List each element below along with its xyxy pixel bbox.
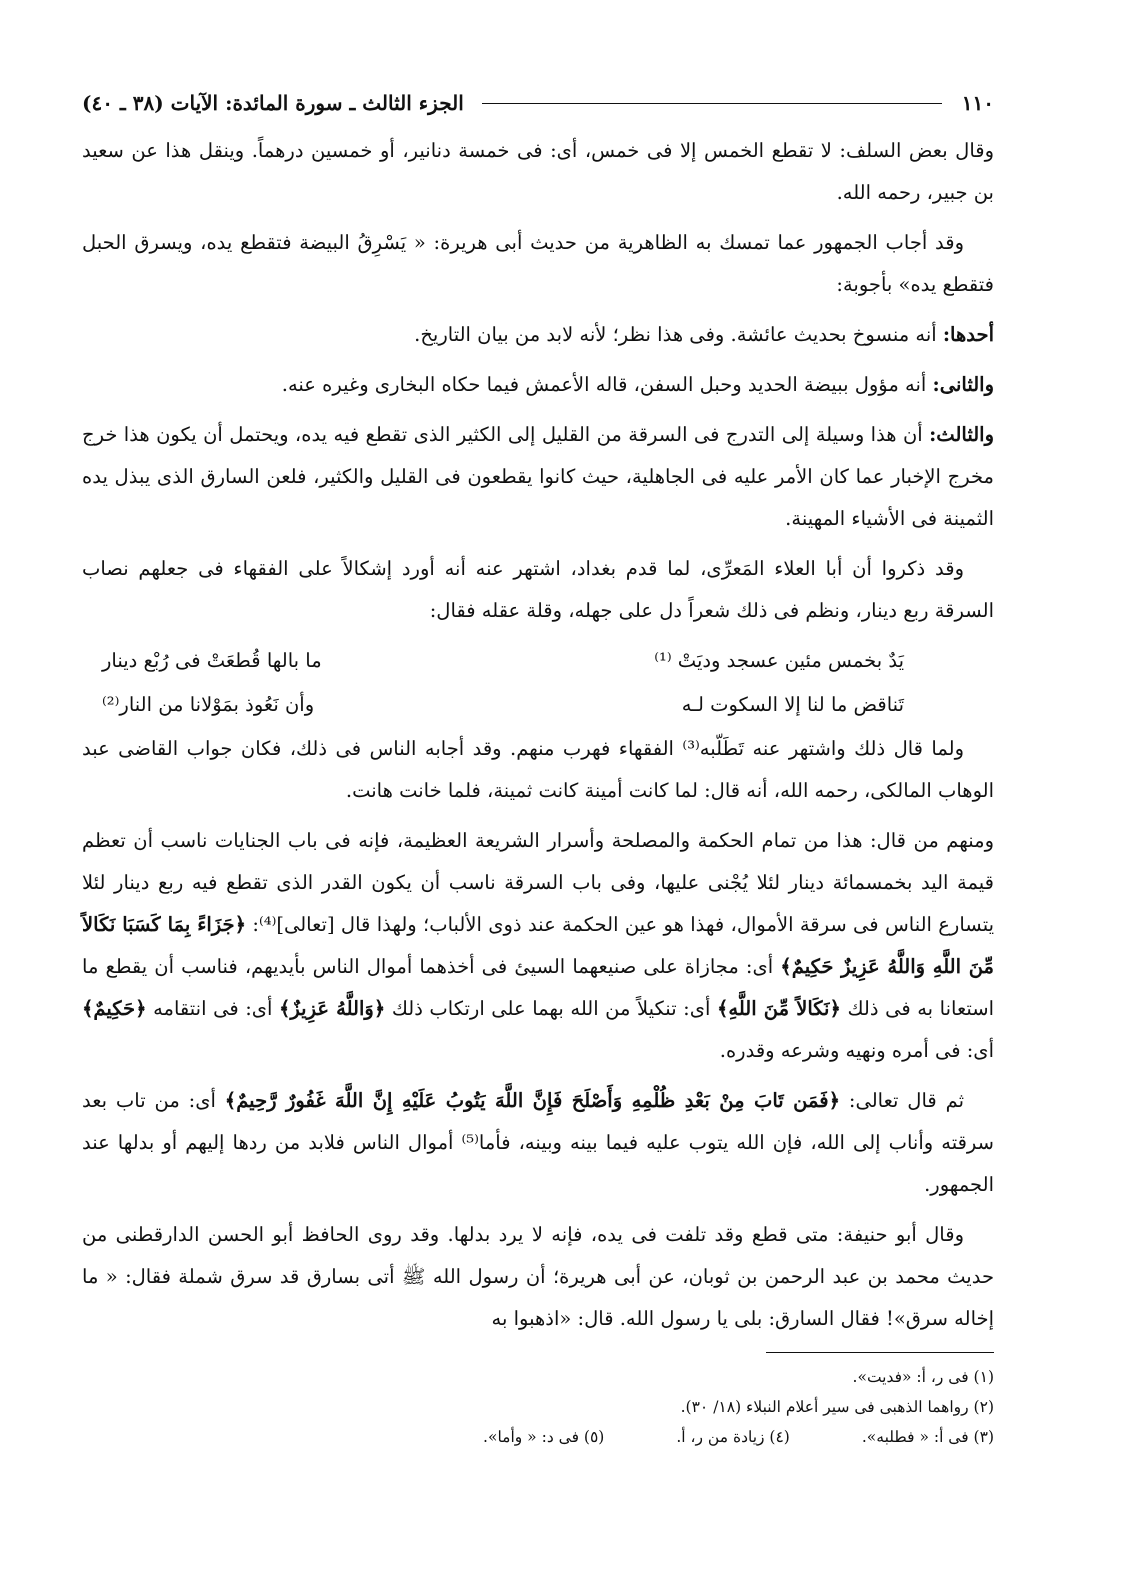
- paragraph: [82, 1080, 994, 1206]
- poem-verse: [82, 640, 994, 682]
- header-rule: [482, 103, 942, 104]
- paragraph-text: أنه منسوخ بحديث عائشة. وفى هذا نظر؛ لأنه لابد من بيان التاريخ.: [414, 323, 943, 346]
- paragraph: وقد أجاب الجمهور عما تمسك به الظاهرية من حديث أبى هريرة: « يَسْرِقُ البيضة فتقطع يده، ويسرق الحبل فتقطع يده» بأجوبة:: [82, 231, 994, 296]
- paragraph: ولما قال ذلك واشتهر عنه تَطَلّبه⁽³⁾ الفقهاء فهرب منهم. وقد أجابه الناس فى ذلك، فكان جواب القاضى عبد الوهاب المالكى، رحمه الله، أنه قال: لما كانت أمينة كانت ثمينة، فلما خانت هانت.: [82, 737, 994, 802]
- paragraph: وقد ذكروا أن أبا العلاء المَعرِّى، لما قدم بغداد، اشتهر عنه أنه أورد إشكالاً على الفقهاء فى جعلهم نصاب السرقة ربع دينار، ونظم فى ذلك شعراً دل على جهله، وقلة عقله فقال:: [82, 557, 994, 622]
- paragraph-text: أى: مجازاة على صنيعهما السيئ فى أخذهما أموال الناس بأيديهم، فناسب أن يقطع ما استعانا به فى ذلك: [82, 955, 994, 1020]
- footnotes: [82, 1362, 994, 1452]
- paragraph-text: ومنهم من قال: هذا من تمام الحكمة والمصلحة وأسرار الشريعة العظيمة، فإنه فى باب الجنايات ناسب أن تعظم قيمة اليد بخمسمائة دينار لئلا يُجْنى عليها، وفى باب السرقة ناسب أن يكون القدر الذى تقطع فيه ربع دينار لئلا يتسارع الناس فى سرقة الأموال، فهذا هو عين الحكمة عند ذوى الألباب؛ ولهذا قال [تعالى]⁽⁴⁾:: [82, 829, 995, 936]
- paragraph: وقال بعض السلف: لا تقطع الخمس إلا فى خمس، أى: فى خمسة دنانير، أو خمسين درهماً. وينقل هذا عن سعيد بن جبير، رحمه الله.: [82, 139, 994, 204]
- footnote: (١) فى ر، أ: «فديت».: [852, 1368, 994, 1386]
- paragraph: [82, 414, 994, 540]
- poem-verse: [82, 684, 994, 726]
- footnote: (٥) فى د: « وأما».: [483, 1428, 605, 1446]
- verse-first-half: يَدٌ بخمس مئين عسجد وديَتْ ⁽¹⁾: [654, 649, 904, 672]
- verse-second-half: وأن نَعُوذ بمَوْلانا من النار⁽²⁾: [102, 693, 315, 716]
- verse-second-half: ما بالها قُطعَتْ فى رُبْع دينار: [102, 649, 322, 672]
- paragraph-label: أحدها:: [942, 323, 994, 346]
- paragraph-text: أى: تنكيلاً من الله بهما على ارتكاب ذلك: [385, 997, 717, 1020]
- main-text: [82, 130, 994, 1348]
- paragraph-text: أى: فى انتقامه: [146, 997, 279, 1020]
- quran-quote: ﴿حَكِيمٌ﴾: [82, 997, 147, 1020]
- paragraph-label: والثالث:: [929, 423, 994, 446]
- paragraph: [82, 314, 994, 356]
- paragraph-text: أن هذا وسيلة إلى التدرج فى السرقة من القليل إلى الكثير الذى تقطع فيه يده، ويحتمل أن يكون هذا خرج مخرج الإخبار عما كان الأمر عليه فى الجاهلية، حيث كانوا يقطعون فى القليل والكثير، فلعن السارق الذى يبذل يده الثمينة فى الأشياء المهينة.: [82, 423, 994, 530]
- paragraph-text: أنه مؤول ببيضة الحديد وحبل السفن، قاله الأعمش فيما حكاه البخارى وغيره عنه.: [281, 373, 933, 396]
- paragraph-text: ثم قال تعالى:: [840, 1089, 964, 1112]
- paragraph-text: أى: من تاب بعد سرقته وأناب إلى الله، فإن الله يتوب عليه فيما بينه وبينه، فأما⁽⁵⁾ أموال الناس فلابد من ردها إليهم أو بدلها عند الجمهور.: [82, 1089, 994, 1196]
- verse-first-half: تَناقض ما لنا إلا السكوت لـه: [681, 693, 904, 716]
- page-header: [82, 86, 994, 120]
- paragraph: وقال أبو حنيفة: متى قطع وقد تلفت فى يده، فإنه لا يرد بدلها. وقد روى الحافظ أبو الحسن الدارقطنى من حديث محمد بن عبد الرحمن بن ثوبان، عن أبى هريرة؛ أن رسول الله ﷺ أتى بسارق قد سرق شملة فقال: « ما إخاله سرق»! فقال السارق: بلى يا رسول الله. قال: «اذهبوا به: [82, 1223, 994, 1330]
- footnote-row: [82, 1422, 994, 1452]
- quran-quote: ﴿نَكَالاً مِّنَ اللَّهِ﴾: [716, 997, 841, 1020]
- paragraph-text: أى: فى أمره ونهيه وشرعه وقدره.: [719, 1039, 994, 1062]
- footnote: (٣) فى أ: « فطلبه».: [861, 1428, 994, 1446]
- quran-quote: ﴿جَزَاءً بِمَا كَسَبَا نَكَالاً مِّنَ اللَّهِ وَاللَّهُ عَزِيزٌ حَكِيمٌ﴾: [82, 913, 994, 978]
- quran-quote: ﴿وَاللَّهُ عَزِيزٌ﴾: [279, 997, 386, 1020]
- paragraph: [82, 364, 994, 406]
- footnote: (٤) زيادة من ر، أ.: [676, 1428, 790, 1446]
- quran-quote: ﴿فَمَن تَابَ مِنْ بَعْدِ ظُلْمِهِ وَأَصْلَحَ فَإِنَّ اللَّهَ يَتُوبُ عَلَيْهِ إِنَّ اللَّهَ غَفُورٌ رَّحِيمٌ﴾: [224, 1089, 841, 1112]
- paragraph-label: والثانى:: [932, 373, 994, 396]
- paragraph: [82, 820, 994, 1072]
- page-number: ١١٠: [961, 91, 994, 115]
- footnote: (٢) رواهما الذهبى فى سير أعلام النبلاء (١٨/ ٣٠).: [680, 1398, 994, 1416]
- footnote-rule: [766, 1352, 994, 1353]
- running-title: الجزء الثالث ـ سورة المائدة: الآيات (٣٨ ـ ٤٠): [82, 91, 464, 115]
